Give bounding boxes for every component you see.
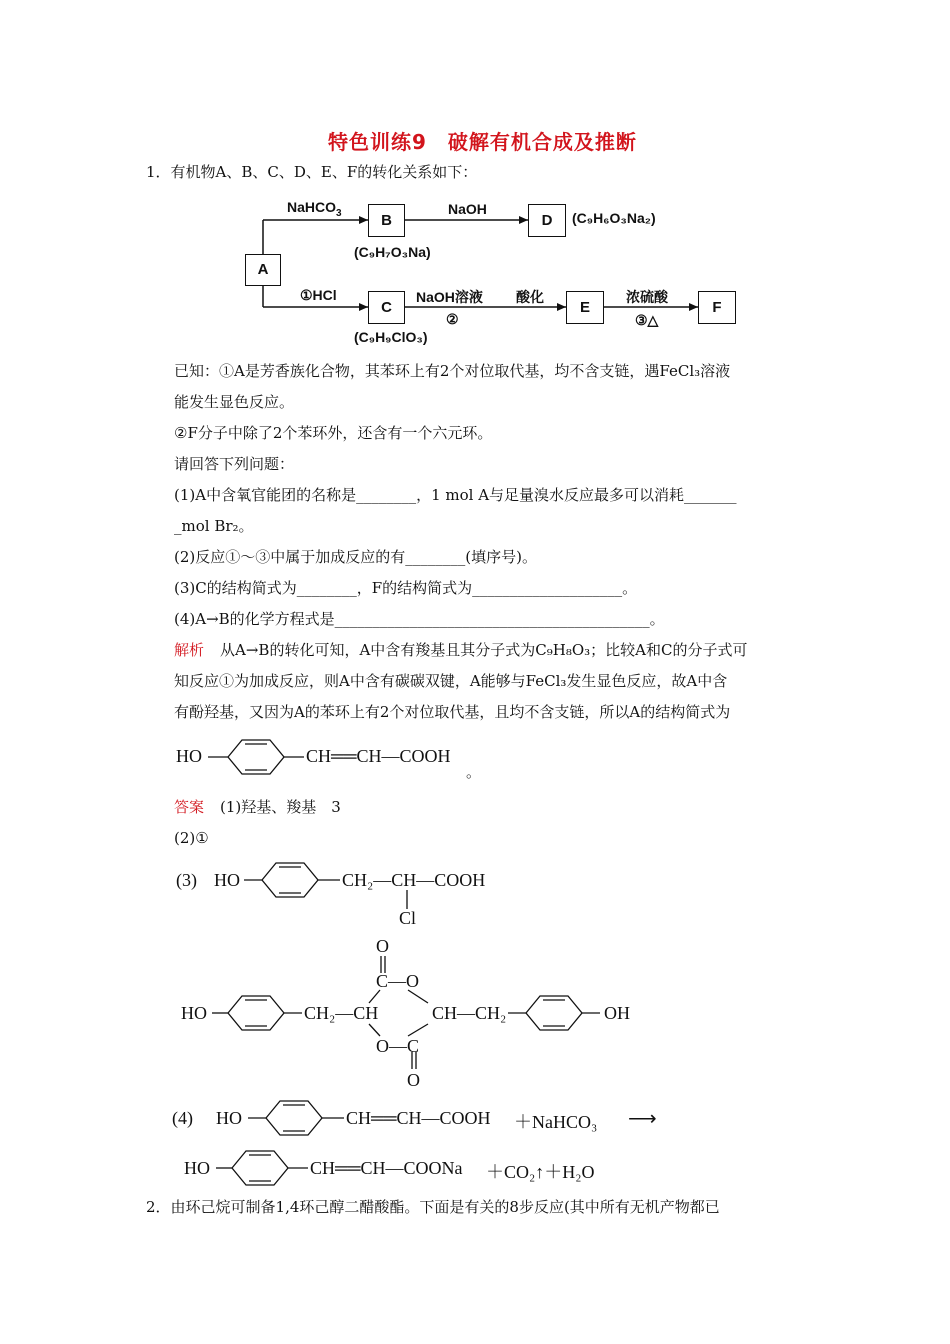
eq4-reagent: ＋NaHCO₃ xyxy=(514,1112,598,1132)
analysis-line1: 解析 从A→B的转化可知，A中含有羧基且其分子式为C₉H₈O₃；比较A和C的分子式可 xyxy=(174,641,748,659)
question-4: (4)A→B的化学方程式是__________________________________________。 xyxy=(174,610,665,628)
formula-b: (C₉H₇O₃Na) xyxy=(354,244,431,260)
eq4-products: ＋CO₂↑＋H₂O xyxy=(486,1162,595,1182)
formula-c: (C₉H₉ClO₃) xyxy=(354,329,428,345)
analysis-line2: 知反应①为加成反应，则A中含有碳碳双键，A能够与FeCl₃发生显色反应，故A中含 xyxy=(174,672,728,690)
box-f: F xyxy=(698,291,736,324)
eq4-arrow: ⟶ xyxy=(628,1108,657,1130)
struct-f-o-bottom: O xyxy=(407,1070,420,1090)
reagent-hcl: ①HCl xyxy=(300,287,337,303)
struct-a-chain: CH══CH—COOH xyxy=(306,746,451,766)
struct-c-cl: Cl xyxy=(399,908,417,928)
reagent-acidify: 酸化 xyxy=(516,289,544,305)
answer-2: (2)① xyxy=(174,829,209,847)
struct-a-period: 。 xyxy=(466,763,482,781)
struct-f-o-c: O—C xyxy=(376,1036,420,1056)
box-c: C xyxy=(368,291,405,324)
struct-f-ch-right: CH—CH₂ xyxy=(432,1003,507,1023)
struct-f-ho: HO xyxy=(181,1003,207,1023)
analysis-label: 解析 xyxy=(174,641,205,659)
box-e: E xyxy=(566,291,604,324)
question-2: (2)反应①～③中属于加成反应的有________(填序号)。 xyxy=(174,548,537,566)
reagent-nahco3: NaHCO$_3$ xyxy=(287,199,342,219)
eq4-line2-ho: HO xyxy=(184,1158,210,1178)
prompt: 请回答下列问题： xyxy=(174,455,295,473)
answer-line1: 答案 (1)羟基、羧基 3 xyxy=(174,798,341,816)
question-3: (3)C的结构简式为________，F的结构简式为____________________。 xyxy=(174,579,638,597)
question-1-line1: (1)A中含氧官能团的名称是________，1 mol A与足量溴水反应最多可以消耗_______ xyxy=(174,486,737,504)
page-title: 特色训练9 破解有机合成及推断 xyxy=(328,130,637,154)
answer-4-prefix: (4) xyxy=(172,1108,193,1128)
known-2: ②F分子中除了2个苯环外，还含有一个六元环。 xyxy=(174,424,493,442)
q2-stem: 2．由环己烷可制备1,4环己醇二醋酸酯。下面是有关的8步反应(其中所有无机产物都已 xyxy=(146,1198,720,1216)
known-1-line1: 已知：①A是芳香族化合物，其苯环上有2个对位取代基，均不含支链，遇FeCl₃溶液 xyxy=(174,362,731,380)
formula-d: (C₉H₆O₃Na₂) xyxy=(572,210,656,226)
reagent-conc-h2so4: 浓硫酸 xyxy=(626,289,668,305)
struct-f-oh: OH xyxy=(604,1003,630,1023)
answer-label: 答案 xyxy=(174,798,205,816)
reagent-naoh: NaOH xyxy=(448,201,487,217)
struct-a-ho: HO xyxy=(176,746,202,766)
box-a: A xyxy=(245,254,281,286)
reaction-3-label: ③△ xyxy=(635,312,659,328)
struct-c-ho: HO xyxy=(214,870,240,890)
struct-f-ch2-left: CH₂—CH xyxy=(304,1003,379,1023)
analysis-line3: 有酚羟基，又因为A的苯环上有2个对位取代基，且均不含支链，所以A的结构简式为 xyxy=(174,703,731,721)
known-1-line2: 能发生显色反应。 xyxy=(174,393,295,411)
struct-c-chain: CH₂—CH—COOH xyxy=(342,870,486,890)
box-b: B xyxy=(368,204,405,237)
eq4-line1-ho: HO xyxy=(216,1108,242,1128)
eq4-line2-chain: CH══CH—COONa xyxy=(310,1158,463,1178)
question-1-line2: _mol Br₂。 xyxy=(174,517,254,535)
answer-3-prefix: (3) xyxy=(176,870,197,890)
struct-f-c-top: C—O xyxy=(376,971,420,991)
q1-stem: 1．有机物A、B、C、D、E、F的转化关系如下： xyxy=(146,163,478,181)
reagent-naoh-solution: NaOH溶液 xyxy=(416,289,483,305)
reaction-2-label: ② xyxy=(446,311,459,327)
struct-f-o-top: O xyxy=(376,936,389,956)
box-d: D xyxy=(528,204,566,237)
eq4-line1-chain: CH══CH—COOH xyxy=(346,1108,491,1128)
